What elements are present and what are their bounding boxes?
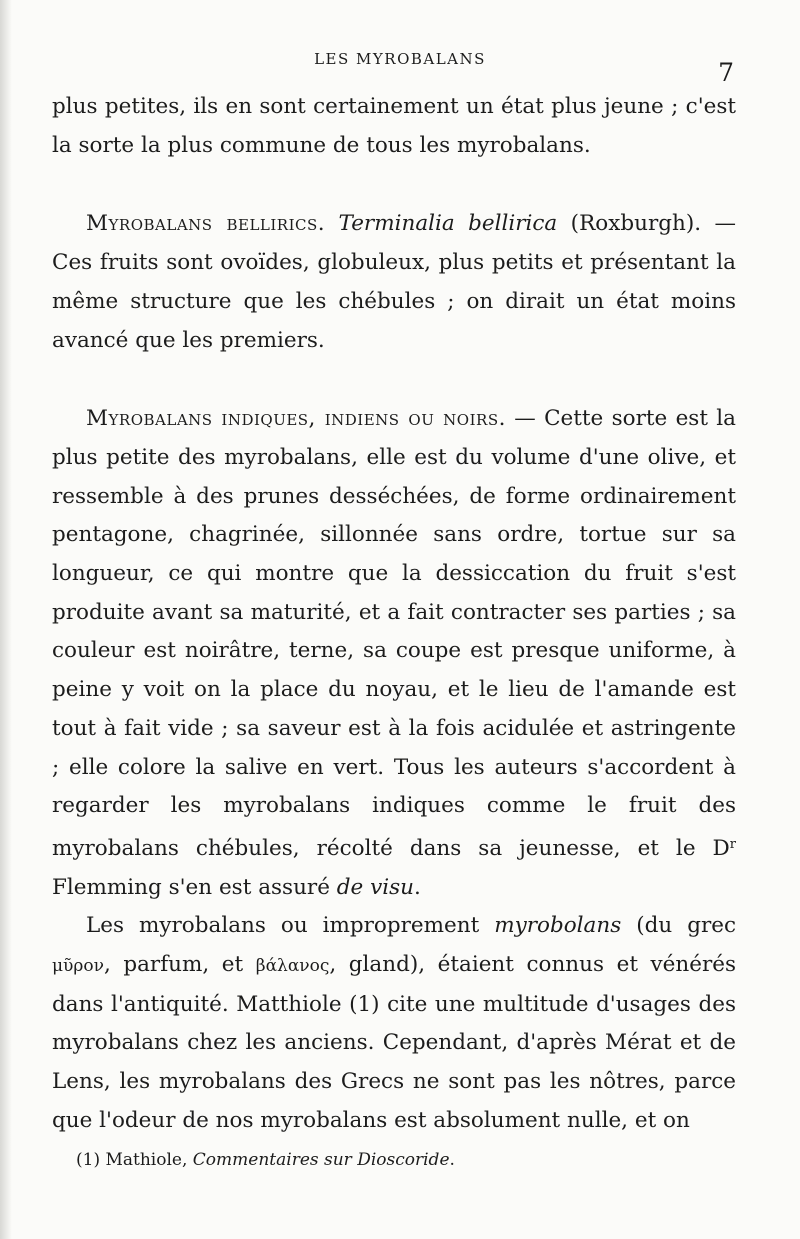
- entry-name-indiques: Myrobalans indiques, indiens ou noirs.: [86, 406, 506, 432]
- paragraph-indiques-end: .: [414, 874, 421, 900]
- myrobolans-italic: myrobolans: [494, 913, 622, 939]
- footnote: [76, 1148, 736, 1172]
- latin-name-bellirica: Terminalia bellirica: [338, 211, 558, 237]
- paragraph-indiques-text: — Cette sorte est la plus petite des myrobalans, elle est du volume d'une olive, et ressemble à des prunes desséchées, de forme ordinairement pentagone, chagrinée, sillonnée sans ordre, tortue sur sa longueur, ce qui montre que la dessiccation du fruit s'est produite avant sa maturité, et a fait contracter ses parties ; sa couleur est noirâtre, terne, sa coupe est presque uniforme, à peine y voit on la place du noyau, et le lieu de l'amande est tout à fait vide ; sa saveur est à la fois acidulée et astringente ; elle colore la salive en vert. Tous les auteurs s'accordent à regarder les myrobalans indiques comme le fruit des myrobalans chébules, récolté dans sa jeunesse, et le D: [52, 406, 736, 861]
- footnote-end: .: [449, 1150, 455, 1170]
- history-text-b: (du grec: [621, 913, 736, 939]
- de-visu-italic: de visu: [336, 874, 414, 900]
- page-header: [0, 50, 800, 87]
- paragraph-1: [52, 88, 736, 165]
- history-text-d: , gland), étaient connus et vénérés dans l'antiquité. Matthiole (1) cite une multitude d'usages des myrobalans chez les anciens. Cependant, d'après Mérat et de Lens, les myrobalans des Grecs ne sont pas les nôtres, parce que l'odeur de nos myrobalans est absolument nulle, et on: [52, 952, 736, 1133]
- footnote-marker: (1) Mathiole,: [76, 1150, 193, 1170]
- paragraph-bellirics: [52, 205, 736, 360]
- history-text-a: Les myrobalans ou improprement: [86, 913, 495, 939]
- running-title: LES MYROBALANS: [314, 50, 486, 68]
- paragraph-indiques-text-2: Flemming s'en est assuré: [52, 874, 337, 900]
- paragraph-indiques: [52, 400, 736, 907]
- entry-name-bellirics: Myrobalans bellirics.: [86, 211, 326, 237]
- doctor-superscript: r: [729, 836, 736, 852]
- footnote-title: Commentaires sur Dioscoride: [192, 1150, 450, 1170]
- paragraph-history: [52, 907, 736, 1140]
- paragraph-bellirics-text: — Ces fruits sont ovoïdes, globuleux, plus petits et présentant la même structure que les chébules ; on dirait un état moins avancé que les premiers.: [52, 211, 736, 353]
- page-body: [52, 88, 736, 1141]
- greek-balanos: βάλανος: [255, 956, 330, 977]
- page-number: 7: [718, 58, 734, 87]
- greek-myron: μῦρον: [52, 956, 104, 977]
- paragraph-1-text: plus petites, ils en sont certainement un état plus jeune ; c'est la sorte la plus commune de tous les myrobalans.: [52, 94, 736, 158]
- page-gutter-shadow: [0, 0, 12, 1239]
- history-text-c: , parfum, et: [103, 952, 256, 978]
- author-roxburgh: (Roxburgh).: [557, 211, 702, 237]
